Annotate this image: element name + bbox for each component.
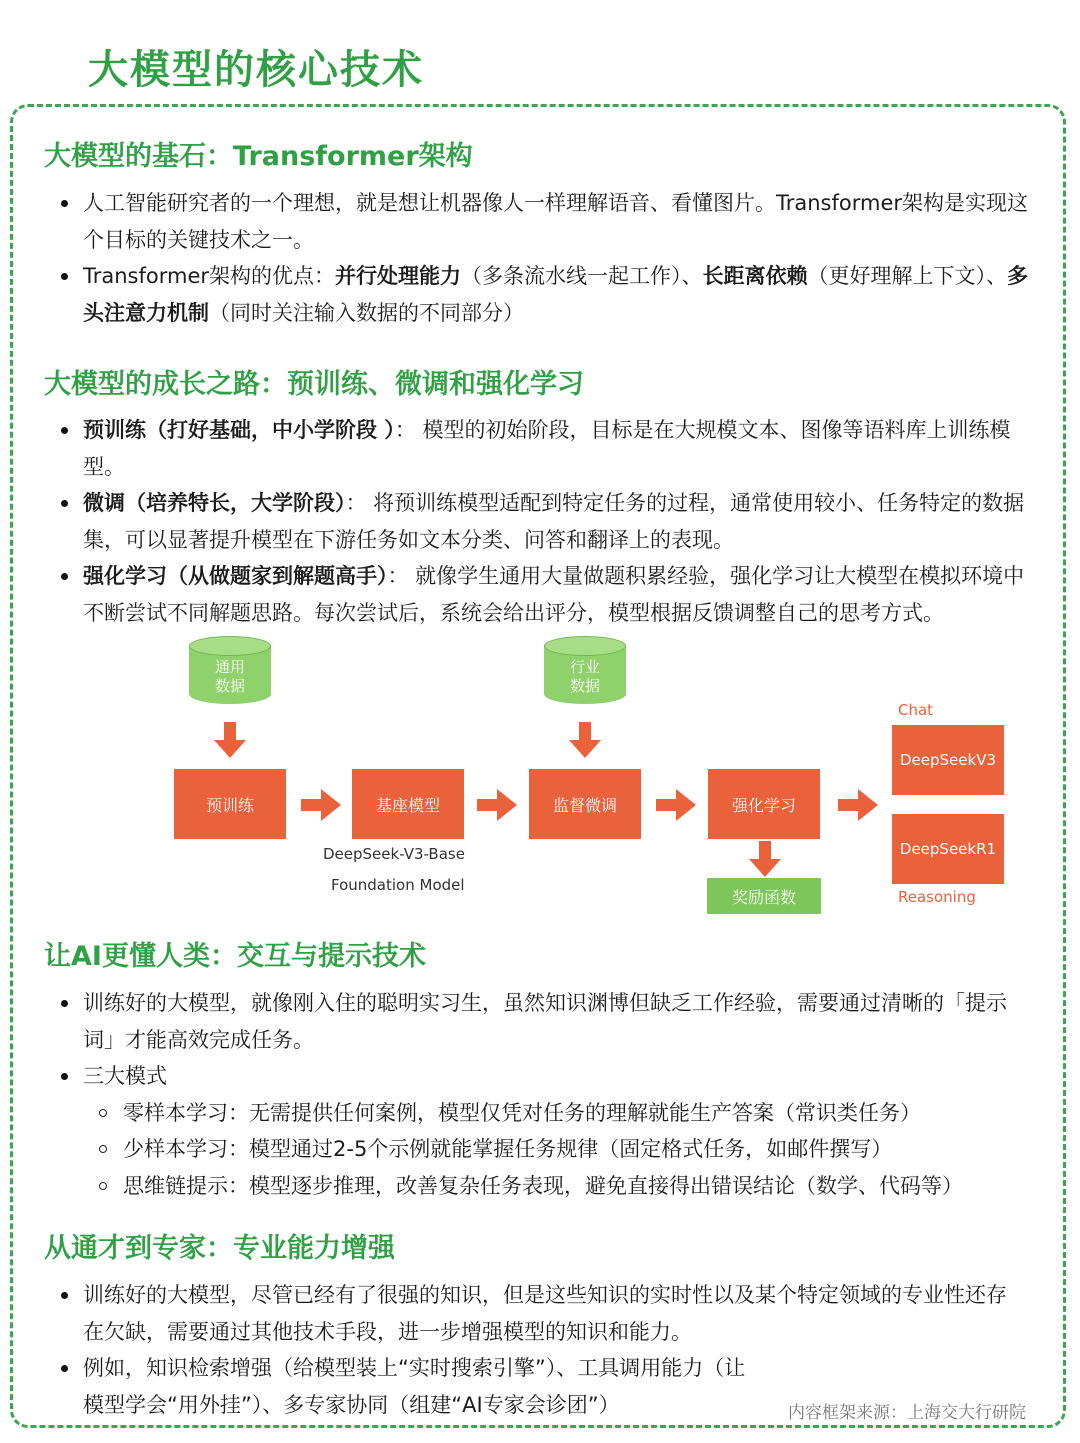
source-credit: 内容框架来源：上海交大行研院 xyxy=(788,1403,1026,1423)
list-item xyxy=(56,258,1036,331)
bullet-bold: 并行处理能力 xyxy=(335,264,462,288)
list-item xyxy=(56,985,1036,1058)
chat-label: Chat xyxy=(898,701,934,719)
bullet-list-prompting xyxy=(56,985,1036,1204)
node-reward: 奖励函数 xyxy=(707,878,821,914)
cylinder-label: 数据 xyxy=(569,677,600,695)
cylinder-label: 数据 xyxy=(214,677,245,695)
bullet-text: 三大模式 xyxy=(83,1064,167,1088)
data-industry-cylinder xyxy=(544,636,626,712)
reasoning-label: Reasoning xyxy=(898,888,976,906)
arrow-down-icon xyxy=(749,841,781,877)
sub-list-item: 思维链提示：模型逐步推理，改善复杂任务表现，避免直接得出错误结论（数学、代码等） xyxy=(99,1168,1036,1205)
arrow-down-icon xyxy=(569,722,601,760)
list-item xyxy=(56,558,1036,631)
sub-list-item: 零样本学习：无需提供任何案例，模型仅凭对任务的理解就能生产答案（常识类任务） xyxy=(99,1095,1036,1132)
bullet-text: ： 就像学生通用大量做题积累经验，强化学习让大模型在模拟环境中不断尝试不同解题思路。每次尝试后，系统会给出评分，模型根据反馈调整自己的思考方式。 xyxy=(83,564,1025,625)
arrow-right-icon xyxy=(301,789,343,821)
list-item xyxy=(56,185,1036,258)
base-model-name: DeepSeek-V3-Base xyxy=(323,845,465,863)
bullet-bold: 多头注意力机制 xyxy=(83,264,1029,325)
bullet-text: ： 模型的初始阶段，目标是在大规模文本、图像等语料库上训练模型。 xyxy=(83,418,1011,479)
bullet-bold: 微调（培养特长，大学阶段） xyxy=(83,491,346,515)
section-title-growth: 大模型的成长之路：预训练、微调和强化学习 xyxy=(44,369,584,400)
bullet-list-growth xyxy=(56,412,1036,631)
section-title-specialization: 从通才到专家：专业能力增强 xyxy=(44,1233,395,1264)
node-sft: 监督微调 xyxy=(529,769,641,839)
section-title-transformer: 大模型的基石：Transformer架构 xyxy=(44,141,473,172)
list-item xyxy=(56,412,1036,485)
arrow-down-icon xyxy=(214,722,246,760)
node-base-model: 基座模型 xyxy=(352,769,464,839)
base-model-subtitle: Foundation Model xyxy=(331,876,465,894)
list-item xyxy=(56,1058,1036,1204)
bullet-text: （多条流水线一起工作）、 xyxy=(461,264,703,288)
node-rl: 强化学习 xyxy=(708,769,820,839)
bullet-text: （更好理解上下文）、 xyxy=(807,264,1008,288)
bullet-bold: 预训练（打好基础，中小学阶段 ） xyxy=(83,418,395,442)
bullet-bold: 强化学习（从做题家到解题高手） xyxy=(83,564,388,588)
list-item xyxy=(56,485,1036,558)
bullet-text: （同时关注输入数据的不同部分） xyxy=(209,300,524,325)
list-item xyxy=(56,1277,1016,1350)
bullet-text: ： 将预训练模型适配到特定任务的过程，通常使用较小、任务特定的数据集，可以显著提升模型在下游任务如文本分类、问答和翻译上的表现。 xyxy=(83,491,1025,552)
arrow-right-icon xyxy=(477,789,519,821)
bullet-text: 人工智能研究者的一个理想，就是想让机器像人一样理解语音、看懂图片。Transformer架构是实现这个目标的关键技术之一。 xyxy=(83,191,1029,252)
bullet-text: 训练好的大模型，尽管已经有了很强的知识，但是这些知识的实时性以及某个特定领域的专业性还存在欠缺，需要通过其他技术手段，进一步增强模型的知识和能力。 xyxy=(83,1283,1007,1344)
bullet-text: 例如，知识检索增强（给模型装上“实时搜索引擎”）、工具调用能力（让模型学会“用外挂”）、多专家协同（组建“AI专家会诊团”） xyxy=(83,1356,746,1417)
arrow-right-icon xyxy=(838,789,880,821)
bullet-text: Transformer架构的优点： xyxy=(83,264,336,288)
bullet-bold: 长距离依赖 xyxy=(702,264,808,288)
node-pretrain: 预训练 xyxy=(174,769,286,839)
node-deepseek-v3: DeepSeekV3 xyxy=(892,725,1004,795)
bullet-text: 训练好的大模型，就像刚入住的聪明实习生，虽然知识渊博但缺乏工作经验，需要通过清晰的「提示词」才能高效完成任务。 xyxy=(83,991,1007,1052)
cylinder-label: 行业 xyxy=(569,658,600,676)
arrow-right-icon xyxy=(656,789,698,821)
sub-bullet-list xyxy=(83,1095,1036,1205)
page-title: 大模型的核心技术 xyxy=(88,47,424,93)
section-title-prompting: 让AI更懂人类：交互与提示技术 xyxy=(44,941,426,972)
bullet-list-transformer xyxy=(56,185,1036,331)
cylinder-label: 通用 xyxy=(214,658,245,676)
sub-list-item: 少样本学习：模型通过2-5个示例就能掌握任务规律（固定格式任务，如邮件撰写） xyxy=(99,1131,1036,1168)
node-deepseek-r1: DeepSeekR1 xyxy=(892,814,1004,884)
data-general-cylinder xyxy=(189,636,271,712)
